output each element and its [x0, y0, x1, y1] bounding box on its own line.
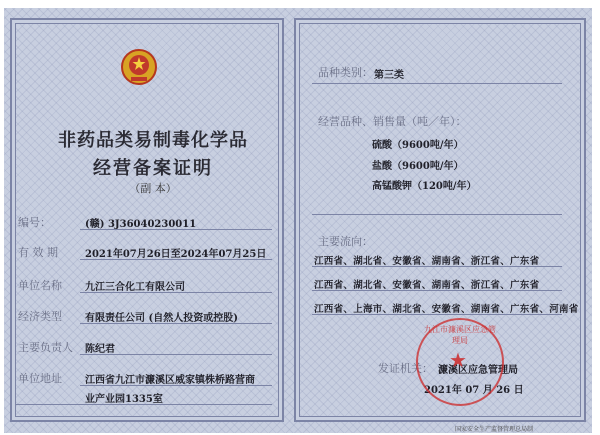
copy-type: （副 本） — [129, 182, 177, 195]
economic-type-value: 有限责任公司 (自然人投资或控股) — [85, 313, 238, 324]
divider — [312, 314, 562, 315]
national-emblem-icon — [116, 47, 162, 87]
divider — [80, 292, 272, 293]
category-label: 品种类别： — [318, 66, 373, 79]
divider — [312, 290, 562, 291]
certificate-title: 非药品类易制毒化学品 — [58, 130, 248, 151]
flow-row: 江西省、上海市、湖北省、安徽省、湖南省、广东省、河南省 — [314, 304, 579, 315]
product-item: 盐酸（9600吨/年） — [372, 161, 464, 172]
products-label: 经营品种、销售量（吨／年）： — [318, 115, 467, 128]
printer-footer: 国家安全生产监督管理总局制 — [455, 426, 534, 433]
divider — [80, 385, 272, 386]
divider — [312, 214, 562, 215]
flow-row: 江西省、湖北省、安徽省、湖南省、浙江省、广东省 — [314, 256, 540, 267]
economic-type-label: 经济类型 — [18, 310, 62, 323]
divider — [16, 404, 272, 405]
number-label: 编号： — [18, 216, 51, 229]
issuer-label: 发证机关： — [378, 362, 433, 375]
leader-value: 陈纪君 — [85, 344, 115, 355]
address-value-line2: 业产业园1335室 — [85, 394, 163, 405]
official-seal — [416, 318, 504, 406]
seal-text: 九江市濂溪区应急管理局 — [424, 325, 496, 345]
divider — [80, 229, 272, 230]
divider — [312, 266, 562, 267]
divider — [80, 259, 272, 260]
divider — [312, 83, 562, 84]
company-label: 单位名称 — [18, 279, 62, 292]
seal-star-icon: ★ — [449, 348, 467, 372]
validity-value: 2021年07月26日至2024年07月25日 — [85, 249, 267, 260]
flow-row: 江西省、湖北省、安徽省、湖南省、浙江省、广东省 — [314, 280, 540, 291]
issue-date: 2021年 07 月 26 日 — [424, 385, 524, 396]
divider — [80, 354, 272, 355]
issuer-value: 濂溪区应急管理局 — [438, 365, 518, 376]
divider — [80, 323, 272, 324]
number-value: (赣) 3J36040230011 — [85, 219, 197, 230]
product-item: 高锰酸钾（120吨/年） — [372, 181, 477, 192]
leader-label: 主要负责人 — [18, 341, 73, 354]
address-label: 单位地址 — [18, 372, 62, 385]
certificate-subtitle: 经营备案证明 — [93, 158, 213, 179]
category-value: 第三类 — [374, 70, 404, 81]
flow-label: 主要流向： — [318, 235, 373, 248]
validity-label: 有 效 期 — [18, 246, 58, 259]
company-value: 九江三合化工有限公司 — [85, 282, 185, 293]
product-item: 硫酸（9600吨/年） — [372, 140, 464, 151]
address-value-line1: 江西省九江市濂溪区威家镇株桥路营商 — [85, 375, 255, 386]
